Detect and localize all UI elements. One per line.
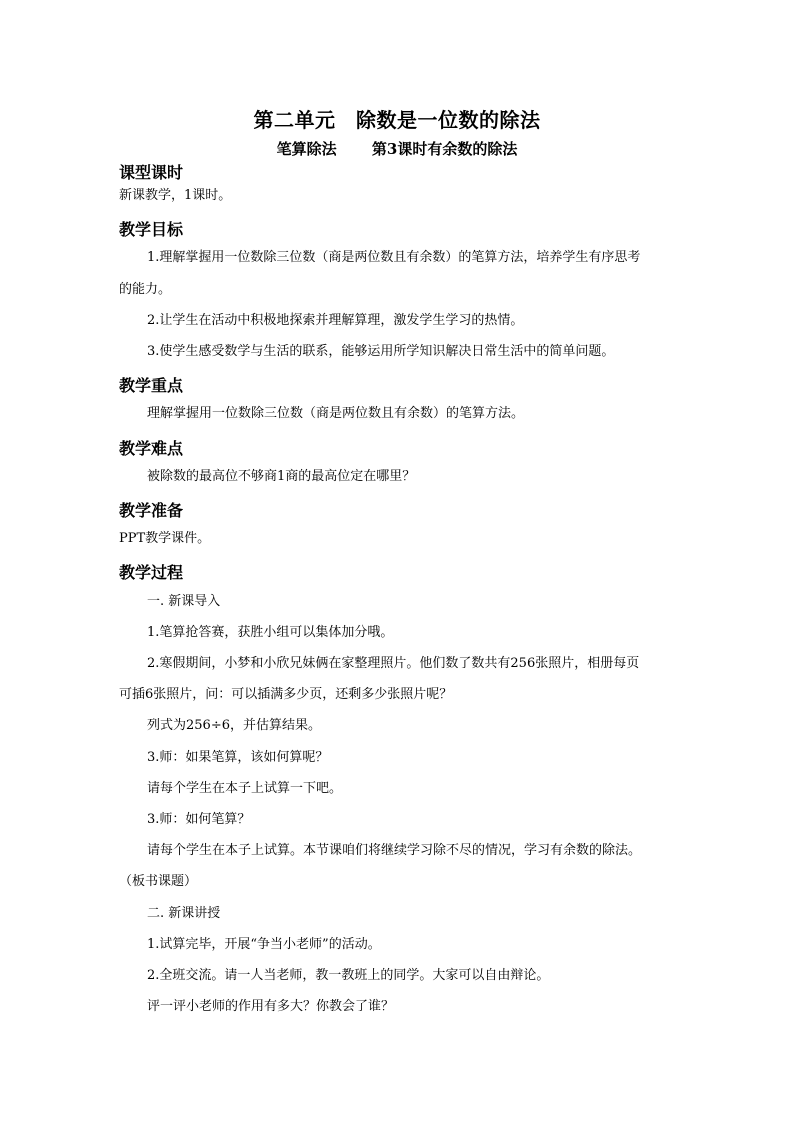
subtitle-section: 笔算除法 [276, 140, 337, 158]
page-title: 第二单元 除数是一位数的除法 [253, 108, 541, 132]
process-paragraph: 列式为256÷6，并估算结果。 [147, 718, 321, 733]
process-part2-title: 二. 新课讲授 [147, 906, 221, 921]
key-points-text: 理解掌握用一位数除三位数（商是两位数且有余数）的笔算方法。 [147, 406, 525, 421]
heading-key-points: 教学重点 [119, 376, 184, 395]
objective-1-line1: 1.理解掌握用一位数除三位数（商是两位数且有余数）的笔算方法，培养学生有序思考 [147, 250, 641, 265]
preparation-text: PPT教学课件。 [119, 531, 211, 546]
page-subtitle [0, 138, 794, 159]
lesson-type-text: 新课教学，1课时。 [119, 188, 232, 203]
process-paragraph: 请每个学生在本子上试算。本节课咱们将继续学习除不尽的情况，学习有余数的除法。 [147, 843, 642, 858]
objective-3: 3.使学生感受数学与生活的联系，能够运用所学知识解决日常生活中的简单问题。 [147, 344, 615, 359]
process-paragraph: 请每个学生在本子上试算一下吧。 [147, 781, 343, 796]
heading-difficulties: 教学难点 [119, 439, 184, 458]
process-paragraph: 评一评小老师的作用有多大？你教会了谁？ [147, 999, 395, 1014]
process-paragraph: 2.全班交流。请一人当老师，教一教班上的同学。大家可以自由辩论。 [147, 968, 550, 983]
process-paragraph: 可插6张照片，问：可以插满多少页，还剩多少张照片呢？ [119, 687, 453, 702]
subtitle-lesson: 第3课时有余数的除法 [371, 140, 518, 158]
process-paragraph: 3.师：如何笔算？ [147, 812, 251, 827]
process-paragraph: 2.寒假期间，小梦和小欣兄妹俩在家整理照片。他们数了数共有256张照片，相册每页 [147, 656, 640, 671]
objective-2: 2.让学生在活动中积极地探索并理解算理，激发学生学习的热情。 [147, 313, 524, 328]
process-paragraph: 1.试算完毕，开展“争当小老师”的活动。 [147, 937, 381, 952]
difficulties-text: 被除数的最高位不够商1商的最高位定在哪里？ [147, 469, 416, 484]
process-paragraph: 3.师：如果笔算，该如何算呢？ [147, 750, 329, 765]
heading-process: 教学过程 [119, 563, 184, 582]
heading-preparation: 教学准备 [119, 501, 184, 520]
process-part1-title: 一. 新课导入 [147, 594, 221, 609]
heading-lesson-type: 课型课时 [119, 163, 184, 182]
objective-1-line2: 的能力。 [119, 282, 172, 297]
process-paragraph: 1.笔算抢答赛，获胜小组可以集体加分哦。 [147, 625, 394, 640]
process-paragraph: （板书课题） [119, 874, 198, 889]
heading-objectives: 教学目标 [119, 220, 184, 239]
